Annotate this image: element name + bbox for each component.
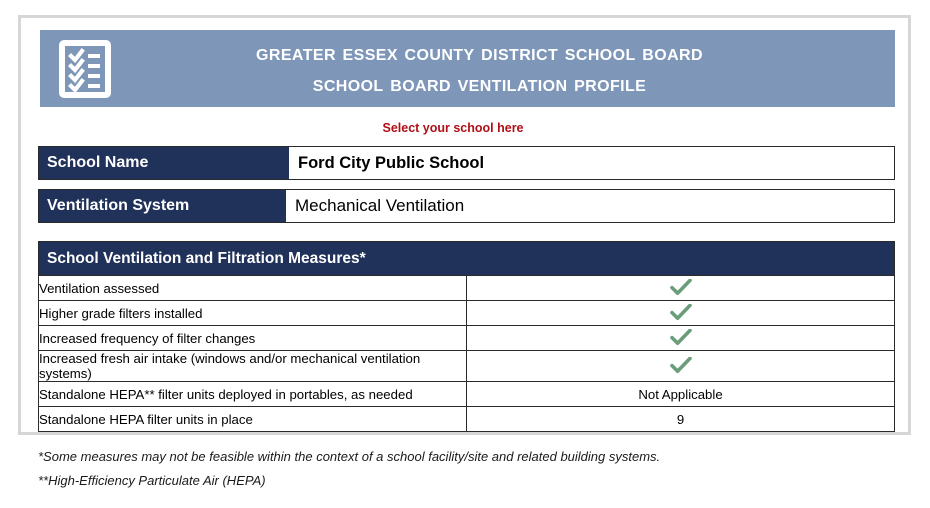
measure-label: Standalone HEPA filter units in place <box>39 407 467 432</box>
measure-label: Increased frequency of filter changes <box>39 326 467 351</box>
measure-value[interactable]: Not Applicable <box>467 382 895 407</box>
table-row <box>39 301 895 326</box>
measures-header-row <box>39 242 895 276</box>
ventilation-system-row <box>38 189 895 223</box>
ventilation-system-value[interactable]: Mechanical Ventilation <box>286 190 894 222</box>
measure-label: Standalone HEPA** filter units deployed in portables, as needed <box>39 382 467 407</box>
table-row <box>39 276 895 301</box>
table-row <box>39 326 895 351</box>
school-name-label: School Name <box>39 147 289 179</box>
check-icon[interactable] <box>467 301 895 326</box>
school-name-value[interactable]: Ford City Public School <box>289 147 894 179</box>
measures-section-title: School Ventilation and Filtration Measures* <box>39 242 895 276</box>
table-row <box>39 407 895 432</box>
check-icon[interactable] <box>467 351 895 382</box>
measure-label: Ventilation assessed <box>39 276 467 301</box>
check-icon[interactable] <box>467 276 895 301</box>
measure-label: Increased fresh air intake (windows and/or mechanical ventilation systems) <box>39 351 467 382</box>
select-school-hint: Select your school here <box>382 121 524 135</box>
measure-value[interactable]: 9 <box>467 407 895 432</box>
school-name-row <box>38 146 895 180</box>
page-title-line-2: school board ventilation profile <box>312 70 647 96</box>
ventilation-measures-table <box>38 241 895 432</box>
footnote-measures: *Some measures may not be feasible within the context of a school facility/site and related building systems. <box>38 449 661 464</box>
page-title-group <box>124 38 895 98</box>
table-row <box>39 351 895 382</box>
page-title-line-1: greater essex county district school board <box>256 40 703 66</box>
checklist-clipboard-icon <box>46 40 124 98</box>
footnote-hepa: **High-Efficiency Particulate Air (HEPA) <box>38 473 266 488</box>
check-icon[interactable] <box>467 326 895 351</box>
measure-label: Higher grade filters installed <box>39 301 467 326</box>
ventilation-system-label: Ventilation System <box>39 190 286 222</box>
measures-body <box>39 276 895 432</box>
table-row <box>39 382 895 407</box>
page-header-band <box>40 30 895 107</box>
